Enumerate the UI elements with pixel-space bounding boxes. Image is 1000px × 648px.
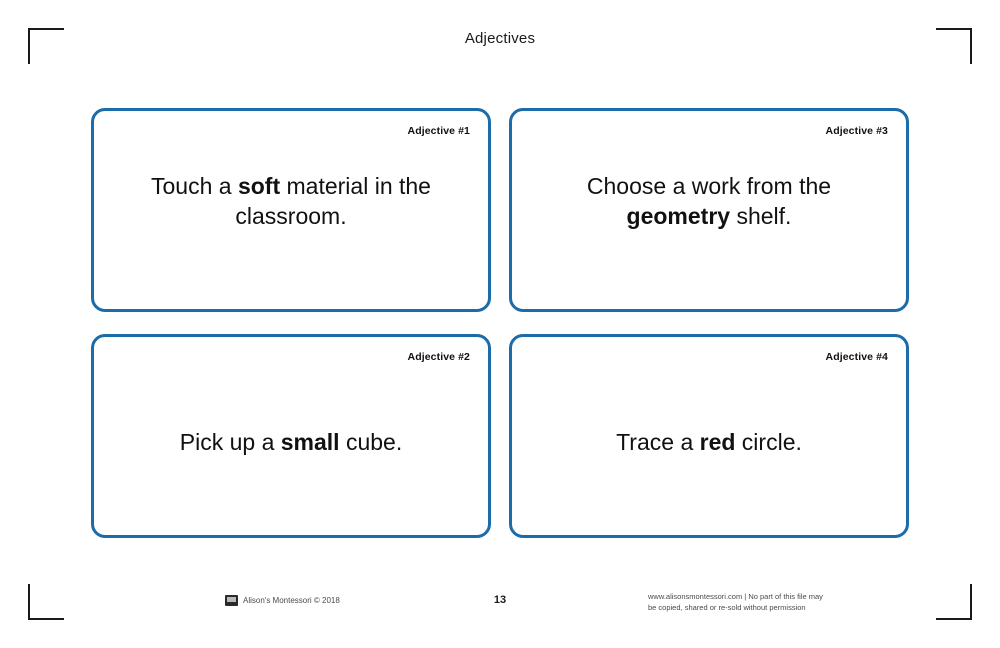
footer-rights [648, 592, 828, 614]
card-prompt [180, 427, 402, 457]
card-adjective-2 [91, 334, 491, 538]
card-body [112, 363, 470, 521]
crop-mark-bottom-left [28, 584, 64, 620]
prompt-segment-emphasis: geometry [626, 203, 731, 230]
page-title: Adjectives [464, 30, 536, 47]
prompt-segment: shelf. [730, 203, 792, 230]
prompt-segment-emphasis: red [699, 428, 736, 455]
footer-rights-line-1: www.alisonsmontessori.com | No part of this file may [648, 592, 823, 601]
prompt-segment: Touch a [151, 173, 238, 199]
prompt-segment: Pick up a [179, 428, 281, 455]
prompt-segment-emphasis: soft [237, 173, 281, 199]
card-prompt [544, 171, 874, 232]
prompt-segment-emphasis: small [280, 428, 340, 455]
prompt-segment: Choose a work from the [586, 173, 832, 199]
card-prompt [616, 427, 802, 457]
prompt-segment: material in the classroom. [235, 173, 431, 230]
card-body [530, 137, 888, 295]
crop-mark-bottom-right [936, 584, 972, 620]
footer-rights-line-2: be copied, shared or re-sold without permission [648, 602, 806, 612]
footer-copyright: Alison's Montessori © 2018 [243, 596, 340, 605]
card-label: Adjective #3 [825, 125, 888, 137]
card-adjective-4 [509, 334, 909, 538]
card-label: Adjective #4 [825, 351, 888, 363]
card-adjective-1 [91, 108, 491, 312]
card-prompt [126, 171, 456, 232]
prompt-segment: cube. [339, 428, 403, 455]
card-grid [91, 108, 909, 538]
card-adjective-3 [509, 108, 909, 312]
card-label: Adjective #2 [407, 351, 470, 363]
page-footer [60, 592, 940, 620]
prompt-segment: circle. [735, 428, 802, 455]
card-label: Adjective #1 [407, 125, 470, 137]
card-body [530, 363, 888, 521]
card-body [112, 137, 470, 295]
footer-page-number: 13 [493, 594, 507, 606]
prompt-segment: Trace a [616, 428, 700, 455]
